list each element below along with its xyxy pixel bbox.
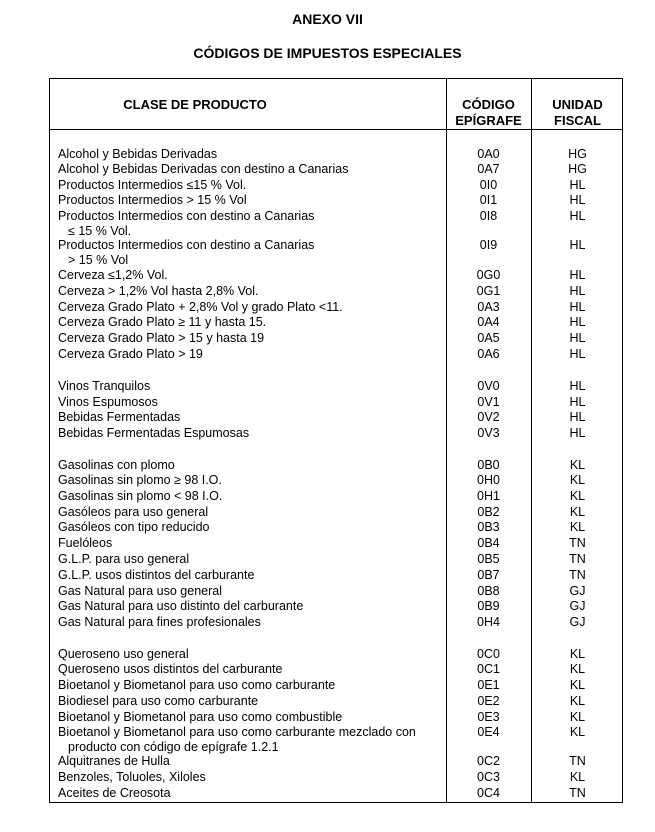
product-name: [58, 710, 438, 725]
fiscal-unit: HL: [569, 238, 586, 252]
fiscal-unit: KL: [569, 770, 586, 784]
product-name: [58, 315, 438, 330]
epigraph-code: 0A4: [477, 315, 500, 329]
fiscal-unit: TN: [569, 568, 586, 582]
product-name-text: Biodiesel para uso como carburante: [58, 694, 259, 708]
product-name: [58, 347, 438, 362]
header-product-class: CLASE DE PRODUCTO: [123, 97, 267, 112]
product-name: [58, 770, 438, 785]
product-name-text: Productos Intermedios > 15 % Vol: [58, 193, 247, 207]
product-name-text: Fuelóleos: [58, 536, 113, 550]
tax-codes-table: [49, 78, 623, 803]
fiscal-unit: HL: [569, 300, 586, 314]
epigraph-code: 0V3: [477, 426, 500, 440]
fiscal-unit: HL: [569, 347, 586, 361]
epigraph-code: 0B4: [477, 536, 500, 550]
header-code-line1: CÓDIGO: [462, 97, 515, 112]
header-unit-line2: FISCAL: [554, 113, 601, 128]
product-name-text: Queroseno usos distintos del carburante: [58, 662, 283, 676]
fiscal-unit: HL: [569, 268, 586, 282]
fiscal-unit: TN: [569, 754, 586, 768]
fiscal-unit: HL: [569, 331, 586, 345]
product-name: [58, 147, 438, 162]
product-name: [58, 426, 438, 441]
epigraph-code: 0I0: [479, 178, 498, 192]
fiscal-unit: HL: [569, 193, 586, 207]
epigraph-code: 0C1: [477, 662, 500, 676]
product-name: [58, 584, 438, 599]
product-name: [58, 193, 438, 208]
product-name-continuation: ≤ 15 % Vol.: [68, 224, 132, 238]
product-name-text: Productos Intermedios con destino a Canarias: [58, 209, 315, 223]
product-name-text: Vinos Tranquilos: [58, 379, 151, 393]
epigraph-code: 0E3: [477, 710, 500, 724]
fiscal-unit: KL: [569, 710, 586, 724]
fiscal-unit: KL: [569, 520, 586, 534]
product-name: [58, 410, 438, 425]
product-name: [58, 284, 438, 299]
epigraph-code: 0H4: [477, 615, 500, 629]
header-code-line2: EPÍGRAFE: [455, 113, 522, 128]
product-name-text: Productos Intermedios ≤15 % Vol.: [58, 178, 247, 192]
product-name: [58, 615, 438, 630]
annex-title: ANEXO VII: [292, 11, 363, 27]
fiscal-unit: HL: [569, 395, 586, 409]
fiscal-unit: GJ: [569, 584, 586, 598]
fiscal-unit: HG: [568, 147, 587, 161]
product-name-continuation: > 15 % Vol: [68, 253, 129, 267]
fiscal-unit: KL: [569, 458, 586, 472]
epigraph-code: 0A6: [477, 347, 500, 361]
fiscal-unit: HL: [569, 178, 586, 192]
product-name: [58, 536, 438, 551]
product-name-text: Gas Natural para uso general: [58, 584, 222, 598]
product-name-text: Bioetanol y Biometanol para uso como combustible: [58, 710, 343, 724]
epigraph-code: 0I1: [479, 193, 498, 207]
product-name: [58, 458, 438, 473]
product-name-text: Alcohol y Bebidas Derivadas con destino a Canarias: [58, 162, 349, 176]
product-name: [58, 678, 438, 693]
product-name-text: Queroseno uso general: [58, 647, 189, 661]
product-name: [58, 647, 438, 662]
product-name-text: Vinos Espumosos: [58, 395, 158, 409]
product-name-text: Gasóleos con tipo reducido: [58, 520, 210, 534]
epigraph-code: 0B3: [477, 520, 500, 534]
product-name: [58, 725, 438, 755]
fiscal-unit: HG: [568, 162, 587, 176]
product-name: [58, 238, 438, 268]
product-name: [58, 379, 438, 394]
epigraph-code: 0A7: [477, 162, 500, 176]
fiscal-unit: HL: [569, 315, 586, 329]
header-divider: [50, 129, 622, 130]
product-name: [58, 662, 438, 677]
fiscal-unit: TN: [569, 536, 586, 550]
fiscal-unit: TN: [569, 552, 586, 566]
epigraph-code: 0I8: [479, 209, 498, 223]
epigraph-code: 0B2: [477, 505, 500, 519]
product-name-text: Cerveza Grado Plato > 15 y hasta 19: [58, 331, 265, 345]
fiscal-unit: TN: [569, 786, 586, 800]
header-unit: [531, 97, 624, 129]
fiscal-unit: HL: [569, 284, 586, 298]
product-name: [58, 489, 438, 504]
product-name: [58, 694, 438, 709]
epigraph-code: 0E1: [477, 678, 500, 692]
epigraph-code: 0B7: [477, 568, 500, 582]
epigraph-code: 0G1: [476, 284, 501, 298]
epigraph-code: 0C3: [477, 770, 500, 784]
product-name: [58, 268, 438, 283]
fiscal-unit: HL: [569, 426, 586, 440]
header-code: [446, 97, 531, 129]
product-name: [58, 754, 438, 769]
product-name-text: Gas Natural para fines profesionales: [58, 615, 261, 629]
fiscal-unit: GJ: [569, 615, 586, 629]
product-name-text: Benzoles, Toluoles, Xiloles: [58, 770, 206, 784]
product-name-text: Gasolinas sin plomo ≥ 98 I.O.: [58, 473, 222, 487]
product-name-text: Gasolinas sin plomo < 98 I.O.: [58, 489, 223, 503]
product-name: [58, 473, 438, 488]
epigraph-code: 0I9: [479, 238, 498, 252]
product-name-text: Alcohol y Bebidas Derivadas: [58, 147, 218, 161]
fiscal-unit: KL: [569, 473, 586, 487]
product-name: [58, 786, 438, 801]
epigraph-code: 0E2: [477, 694, 500, 708]
product-name-text: Cerveza > 1,2% Vol hasta 2,8% Vol.: [58, 284, 259, 298]
epigraph-code: 0B9: [477, 599, 500, 613]
product-name-text: Gasolinas con plomo: [58, 458, 175, 472]
product-name-text: G.L.P. usos distintos del carburante: [58, 568, 255, 582]
fiscal-unit: KL: [569, 647, 586, 661]
header-unit-line1: UNIDAD: [552, 97, 603, 112]
product-name: [58, 599, 438, 614]
epigraph-code: 0E4: [477, 725, 500, 739]
epigraph-code: 0V0: [477, 379, 500, 393]
product-name: [58, 395, 438, 410]
product-name: [58, 331, 438, 346]
product-name-text: Cerveza ≤1,2% Vol.: [58, 268, 168, 282]
product-name-text: Cerveza Grado Plato + 2,8% Vol y grado Plato <11.: [58, 300, 343, 314]
fiscal-unit: KL: [569, 505, 586, 519]
epigraph-code: 0C2: [477, 754, 500, 768]
epigraph-code: 0A3: [477, 300, 500, 314]
product-name: [58, 300, 438, 315]
product-name: [58, 162, 438, 177]
product-name-text: Gas Natural para uso distinto del carburante: [58, 599, 304, 613]
product-name-text: Bioetanol y Biometanol para uso como carburante: [58, 678, 336, 692]
product-name-text: Cerveza Grado Plato > 19: [58, 347, 203, 361]
product-name-text: Bioetanol y Biometanol para uso como carburante mezclado con: [58, 725, 416, 739]
epigraph-code: 0V1: [477, 395, 500, 409]
epigraph-code: 0H1: [477, 489, 500, 503]
fiscal-unit: KL: [569, 489, 586, 503]
epigraph-code: 0B5: [477, 552, 500, 566]
fiscal-unit: HL: [569, 209, 586, 223]
fiscal-unit: KL: [569, 694, 586, 708]
product-name: [58, 178, 438, 193]
product-name-text: G.L.P. para uso general: [58, 552, 190, 566]
product-name-text: Productos Intermedios con destino a Canarias: [58, 238, 315, 252]
product-name-text: Alquitranes de Hulla: [58, 754, 170, 768]
product-name-text: Bebidas Fermentadas: [58, 410, 181, 424]
epigraph-code: 0A0: [477, 147, 500, 161]
fiscal-unit: KL: [569, 678, 586, 692]
fiscal-unit: HL: [569, 410, 586, 424]
product-name: [58, 209, 438, 239]
epigraph-code: 0C4: [477, 786, 500, 800]
epigraph-code: 0G0: [476, 268, 501, 282]
product-name: [58, 568, 438, 583]
product-name-text: Cerveza Grado Plato ≥ 11 y hasta 15.: [58, 315, 267, 329]
product-name: [58, 505, 438, 520]
product-name-continuation: producto con código de epígrafe 1.2.1: [68, 740, 279, 754]
fiscal-unit: GJ: [569, 599, 586, 613]
fiscal-unit: HL: [569, 379, 586, 393]
document-title: CÓDIGOS DE IMPUESTOS ESPECIALES: [193, 45, 462, 61]
product-name-text: Aceites de Creosota: [58, 786, 171, 800]
product-name: [58, 552, 438, 567]
product-name: [58, 520, 438, 535]
epigraph-code: 0A5: [477, 331, 500, 345]
epigraph-code: 0V2: [477, 410, 500, 424]
fiscal-unit: KL: [569, 725, 586, 739]
fiscal-unit: KL: [569, 662, 586, 676]
product-name-text: Gasóleos para uso general: [58, 505, 209, 519]
epigraph-code: 0H0: [477, 473, 500, 487]
epigraph-code: 0C0: [477, 647, 500, 661]
epigraph-code: 0B8: [477, 584, 500, 598]
product-name-text: Bebidas Fermentadas Espumosas: [58, 426, 250, 440]
epigraph-code: 0B0: [477, 458, 500, 472]
